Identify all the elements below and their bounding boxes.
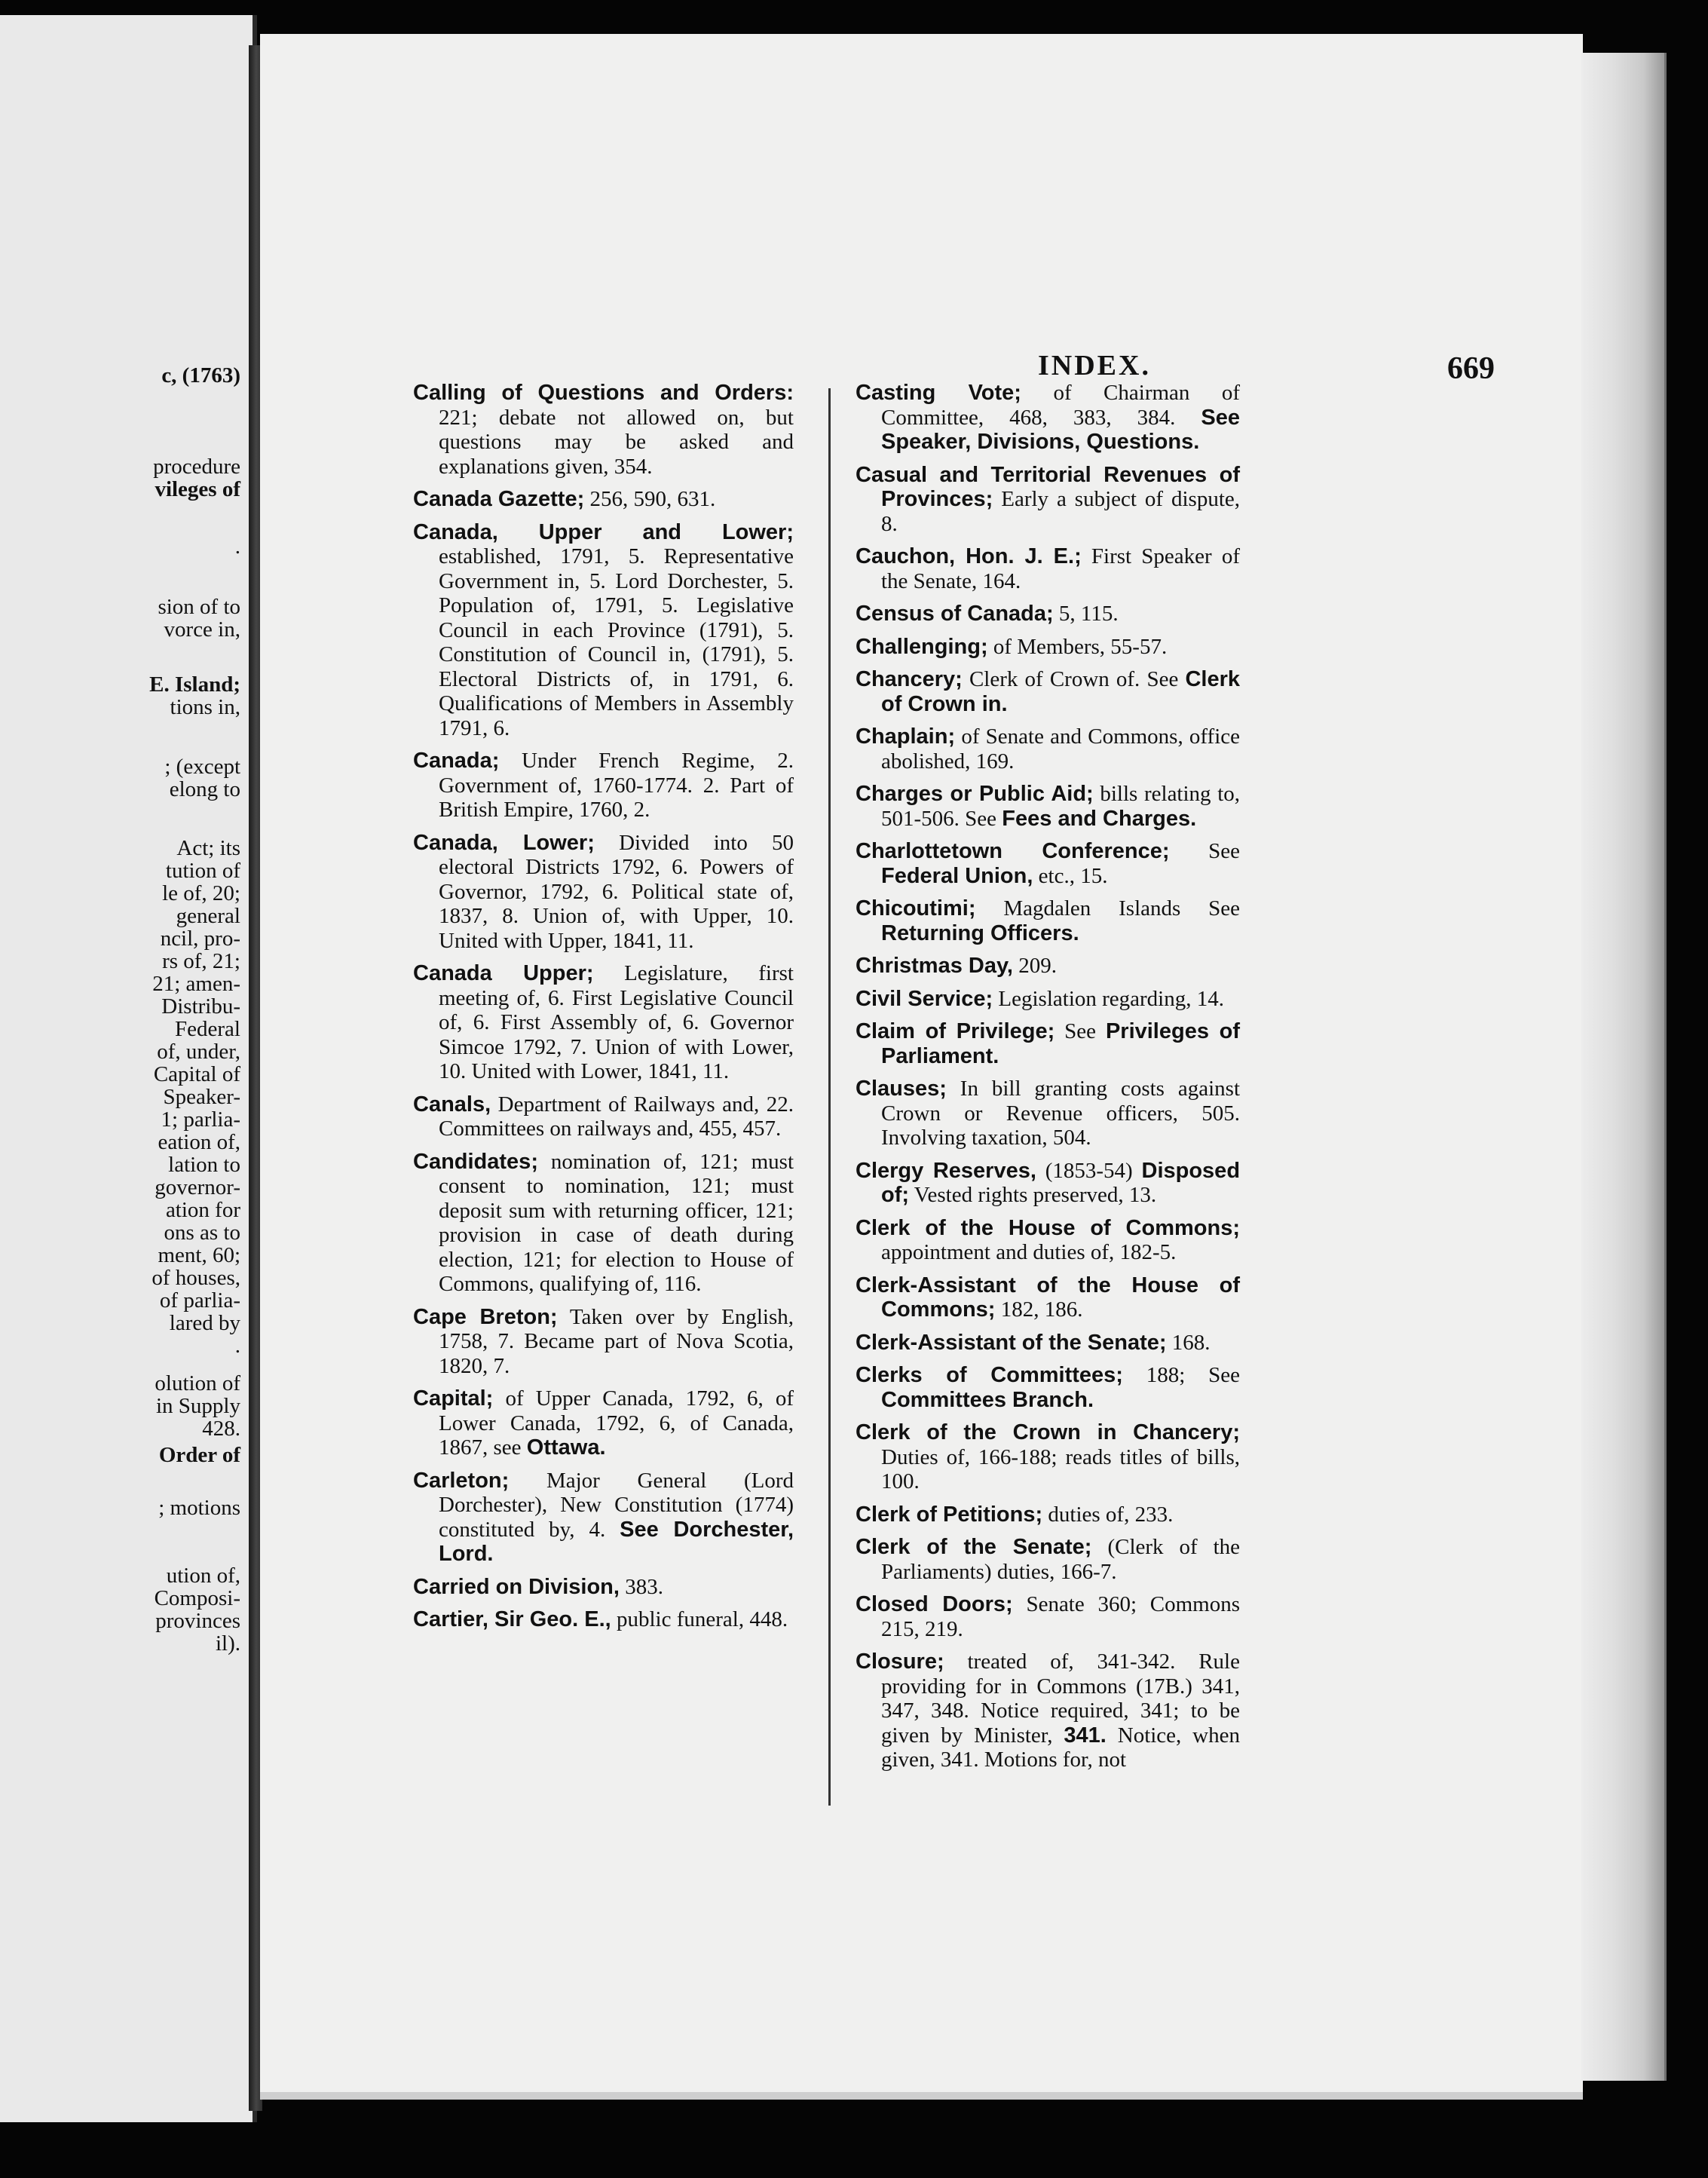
index-entry xyxy=(413,1386,794,1460)
facing-page xyxy=(0,15,257,2122)
facing-page-line: Composi- xyxy=(154,1586,240,1610)
index-entry xyxy=(413,1092,794,1141)
index-entry xyxy=(413,1607,794,1632)
facing-page-line: ons as to xyxy=(164,1221,240,1245)
entry-cross-reference: Ottawa. xyxy=(526,1435,606,1460)
entry-heading: Clerk-Assistant of the Senate; xyxy=(856,1330,1167,1355)
entry-heading: Charges or Public Aid; xyxy=(856,782,1094,806)
entry-heading: Christmas Day, xyxy=(856,954,1013,978)
entry-heading: Canada, Lower; xyxy=(413,830,595,855)
facing-page-line: sion of to xyxy=(158,595,240,619)
entry-text: Duties of, 166-188; reads titles of bills, 100. xyxy=(881,1444,1240,1493)
index-entry xyxy=(856,1216,1240,1265)
entry-text: of Upper Canada, 1792, 6, of Lower Canada, 1792, 6, of Canada, 1867, see xyxy=(439,1386,794,1460)
facing-page-line: vileges of xyxy=(155,477,240,501)
entry-heading: Chaplain; xyxy=(856,724,956,749)
facing-page-line: vorce in, xyxy=(164,617,240,642)
entry-heading: Chicoutimi; xyxy=(856,896,976,921)
entry-heading: Cape Breton; xyxy=(413,1304,558,1329)
entry-text: Department of Railways and, 22. Committees on railways and, 455, 457. xyxy=(439,1092,794,1141)
entry-heading: Casting Vote; xyxy=(856,381,1021,405)
entry-text: Senate 360; Commons 215, 219. xyxy=(881,1592,1241,1641)
entry-text: Clerk of Crown of. See xyxy=(969,667,1179,691)
facing-page-line: of parlia- xyxy=(159,1288,240,1313)
facing-page-line: eation of, xyxy=(158,1130,240,1154)
index-entry xyxy=(856,1363,1240,1412)
entry-text: First Speaker of the Senate, 164. xyxy=(881,544,1240,593)
index-entry xyxy=(856,724,1240,773)
entry-text-continued: etc., 15. xyxy=(1038,863,1108,888)
facing-page-line: Order of xyxy=(158,1443,240,1467)
facing-page-line: olution of xyxy=(155,1371,240,1395)
entry-text: public funeral, 448. xyxy=(616,1607,788,1631)
running-head: INDEX. xyxy=(1038,350,1151,381)
entry-heading: Clerk of Petitions; xyxy=(856,1502,1043,1527)
entry-heading: Candidates; xyxy=(413,1149,538,1174)
index-entry xyxy=(856,463,1240,537)
facing-page-line: ncil, pro- xyxy=(160,927,240,951)
entry-text: 182, 186. xyxy=(1000,1297,1083,1322)
index-entry xyxy=(856,1273,1240,1322)
entry-heading: Canada; xyxy=(413,749,500,773)
entry-text: bills relating to, 501-506. See xyxy=(881,782,1241,831)
index-entry xyxy=(856,1592,1240,1641)
entry-heading: Chancery; xyxy=(856,667,963,691)
entry-text: In bill granting costs against Crown or Revenue officers, 505. Involving taxation, 504. xyxy=(881,1077,1240,1150)
entry-heading: Clerk of the Senate; xyxy=(856,1535,1092,1559)
entry-cross-reference: Clerk of Crown in. xyxy=(881,667,1241,716)
column-rule xyxy=(828,388,831,1806)
facing-page-line: of, under, xyxy=(157,1040,240,1064)
entry-cross-reference: Privileges of Parliament. xyxy=(881,1019,1241,1068)
index-entry xyxy=(413,381,794,479)
entry-text: of Members, 55-57. xyxy=(993,634,1168,659)
entry-text: Legislation regarding, 14. xyxy=(998,986,1224,1011)
entry-cross-reference: Fees and Charges. xyxy=(1002,806,1197,831)
index-entry xyxy=(856,1331,1240,1356)
entry-cross-reference: 341. xyxy=(1064,1723,1107,1748)
entry-text: 188; See xyxy=(1146,1363,1240,1387)
facing-page-line: Federal xyxy=(175,1017,240,1041)
entry-text-continued: Notice, when given, 341. Motions for, not xyxy=(881,1723,1240,1772)
entry-text: Divided into 50 electoral Districts 1792, 6. Powers of Governor, 1792, 6. Political state of, 1837, 8. Union of, with Upper, 10. United with Upper, 1841, 11. xyxy=(439,830,794,953)
facing-page-line: . xyxy=(234,1334,240,1358)
index-entry xyxy=(856,839,1240,888)
index-entry xyxy=(856,1503,1240,1527)
entry-text: duties of, 233. xyxy=(1048,1502,1174,1527)
entry-cross-reference: Committees Branch. xyxy=(881,1387,1094,1412)
entry-cross-reference: Federal Union, xyxy=(881,863,1033,888)
facing-page-line: lared by xyxy=(169,1311,240,1335)
facing-page-line: governor- xyxy=(155,1175,240,1199)
index-entry xyxy=(413,1469,794,1567)
entry-text-continued: Vested rights preserved, 13. xyxy=(914,1183,1157,1207)
page-number: 669 xyxy=(1447,351,1495,386)
entry-text: of Senate and Commons, office abolished, 169. xyxy=(881,724,1241,773)
entry-text: 168. xyxy=(1171,1330,1211,1355)
page-edges xyxy=(1581,53,1667,2081)
index-entry xyxy=(413,831,794,954)
facing-page-line: of houses, xyxy=(152,1266,240,1290)
entry-heading: Clergy Reserves, xyxy=(856,1158,1036,1183)
entry-text: Magdalen Islands See xyxy=(1003,896,1240,921)
facing-page-line: ation for xyxy=(165,1198,240,1222)
facing-page-line: E. Island; xyxy=(149,672,240,697)
entry-heading: Casual and Territorial Revenues of Provinces; xyxy=(856,462,1240,511)
facing-page-line: . xyxy=(234,535,240,559)
facing-page-line: in Supply xyxy=(156,1394,240,1418)
index-entry xyxy=(413,487,794,512)
index-entry xyxy=(413,961,794,1084)
index-entry xyxy=(413,1150,794,1297)
facing-page-line: tions in, xyxy=(170,695,240,719)
entry-text: 383. xyxy=(625,1574,663,1599)
index-entry xyxy=(413,1575,794,1600)
index-entry xyxy=(856,381,1240,455)
index-entry xyxy=(856,1077,1240,1150)
index-entry xyxy=(856,667,1240,716)
facing-page-line: lation to xyxy=(168,1153,240,1177)
entry-heading: Calling of Questions and Orders: xyxy=(413,381,794,405)
entry-text: Legislature, first meeting of, 6. First Legislative Council of, 6. First Assembly of, 6. Governor Simcoe 1792, 7. Union of with Lower, 10. United with Lower, 1841, 11. xyxy=(439,961,794,1083)
index-entry xyxy=(413,520,794,741)
index-entry xyxy=(856,1535,1240,1584)
entry-heading: Clerks of Committees; xyxy=(856,1363,1123,1387)
index-entry xyxy=(856,544,1240,593)
facing-page-line: rs of, 21; xyxy=(162,949,240,973)
entry-heading: Closed Doors; xyxy=(856,1592,1013,1616)
entry-text: of Chairman of Committee, 468, 383, 384. xyxy=(881,381,1241,430)
index-entry xyxy=(413,1305,794,1379)
facing-page-line: general xyxy=(176,904,240,928)
entry-text: 209. xyxy=(1018,954,1057,978)
entry-heading: Canada Upper; xyxy=(413,961,594,985)
facing-page-line: 428. xyxy=(202,1417,240,1441)
facing-page-line: Distribu- xyxy=(161,994,240,1019)
facing-page-line: ment, 60; xyxy=(158,1243,240,1267)
facing-page-line: Capital of xyxy=(153,1062,240,1086)
entry-heading: Challenging; xyxy=(856,634,988,659)
facing-page-line: ; (except xyxy=(164,755,240,779)
index-entry xyxy=(856,635,1240,660)
index-entry xyxy=(856,1420,1240,1494)
entry-heading: Closure; xyxy=(856,1650,944,1674)
entry-text: Under French Regime, 2. Government of, 1760-1774. 2. Part of British Empire, 1760, 2. xyxy=(439,749,794,822)
facing-page-line: c, (1763) xyxy=(161,363,240,388)
entry-heading: Census of Canada; xyxy=(856,602,1054,626)
entry-heading: Civil Service; xyxy=(856,986,993,1011)
entry-heading: Canada, Upper and Lower; xyxy=(413,519,794,544)
entry-text: (Clerk of the Parliaments) duties, 166-7. xyxy=(881,1535,1241,1584)
entry-cross-reference: Disposed of; xyxy=(881,1158,1241,1207)
entry-heading: Cartier, Sir Geo. E., xyxy=(413,1607,611,1631)
entry-heading: Carried on Division, xyxy=(413,1574,620,1599)
index-entry xyxy=(856,954,1240,979)
index-entry xyxy=(856,602,1240,626)
entry-heading: Clerk of the Crown in Chancery; xyxy=(856,1420,1240,1444)
entry-text: (1853-54) xyxy=(1045,1158,1133,1183)
entry-cross-reference: See Speaker, Divisions, Questions. xyxy=(881,405,1241,454)
facing-page-line: procedure xyxy=(153,455,240,479)
entry-heading: Cauchon, Hon. J. E.; xyxy=(856,544,1082,568)
entry-heading: Charlottetown Conference; xyxy=(856,839,1170,863)
entry-text: established, 1791, 5. Representative Government in, 5. Lord Dorchester, 5. Population of, 1791, 5. Legislative Council in each Province (1791), 5. Constitution of Council in, (1791), 5. Electoral Districts of, in 1791, 6. Qualifications of Members in Assembly 1791, 6. xyxy=(439,544,794,740)
index-entry xyxy=(856,1159,1240,1208)
entry-cross-reference: See Dorchester, Lord. xyxy=(439,1517,794,1566)
index-entry xyxy=(856,1650,1240,1772)
facing-page-line: il). xyxy=(215,1631,240,1656)
facing-page-line: ; motions xyxy=(158,1496,240,1520)
index-entry xyxy=(856,1019,1240,1068)
entry-text: Major General (Lord Dorchester), New Constitution (1774) constituted by, 4. xyxy=(439,1468,794,1542)
index-entry xyxy=(856,782,1240,831)
index-entry xyxy=(856,896,1240,945)
entry-text: Taken over by English, 1758, 7. Became part of Nova Scotia, 1820, 7. xyxy=(439,1304,794,1378)
facing-page-line: Speaker- xyxy=(163,1085,240,1109)
index-column-left xyxy=(413,381,794,1640)
index-entry xyxy=(856,987,1240,1012)
entry-heading: Clauses; xyxy=(856,1077,947,1101)
entry-text: 256, 590, 631. xyxy=(589,487,716,511)
facing-page-line: provinces xyxy=(155,1609,240,1633)
entry-heading: Canada Gazette; xyxy=(413,487,585,511)
facing-page-line: Act; its xyxy=(176,836,240,860)
entry-cross-reference: Returning Officers. xyxy=(881,921,1079,945)
facing-page-line: ution of, xyxy=(166,1564,240,1588)
entry-text: See xyxy=(1208,839,1240,863)
entry-heading: Claim of Privilege; xyxy=(856,1019,1055,1043)
entry-heading: Capital; xyxy=(413,1386,494,1411)
entry-text: appointment and duties of, 182-5. xyxy=(881,1240,1177,1264)
facing-page-line: tution of xyxy=(165,859,240,883)
index-column-right xyxy=(856,381,1240,1781)
entry-heading: Carleton; xyxy=(413,1468,510,1493)
entry-text: 221; debate not allowed on, but questions may be asked and explanations given, 354. xyxy=(439,405,794,479)
facing-page-line: elong to xyxy=(169,777,240,801)
entry-heading: Canals, xyxy=(413,1092,491,1117)
entry-text: treated of, 341-342. Rule providing for in Commons (17B.) 341, 347, 348. Notice required, 341; to be given by Minister, xyxy=(881,1650,1240,1748)
facing-page-line: 21; amen- xyxy=(152,972,240,996)
facing-page-line: le of, 20; xyxy=(162,881,240,905)
entry-text: 5, 115. xyxy=(1058,602,1119,626)
entry-text: nomination of, 121; must consent to nomination, 121; must deposit sum with returning officer, 121; provision in case of death during election, 121; for election to House of Commons, qualifying of, 116. xyxy=(439,1149,794,1296)
index-entry xyxy=(413,749,794,822)
facing-page-line: 1; parlia- xyxy=(161,1107,240,1132)
entry-text: Early a subject of dispute, 8. xyxy=(881,487,1241,536)
entry-text: See xyxy=(1064,1019,1097,1043)
entry-heading: Clerk of the House of Commons; xyxy=(856,1215,1240,1240)
entry-heading: Clerk-Assistant of the House of Commons; xyxy=(856,1273,1240,1322)
